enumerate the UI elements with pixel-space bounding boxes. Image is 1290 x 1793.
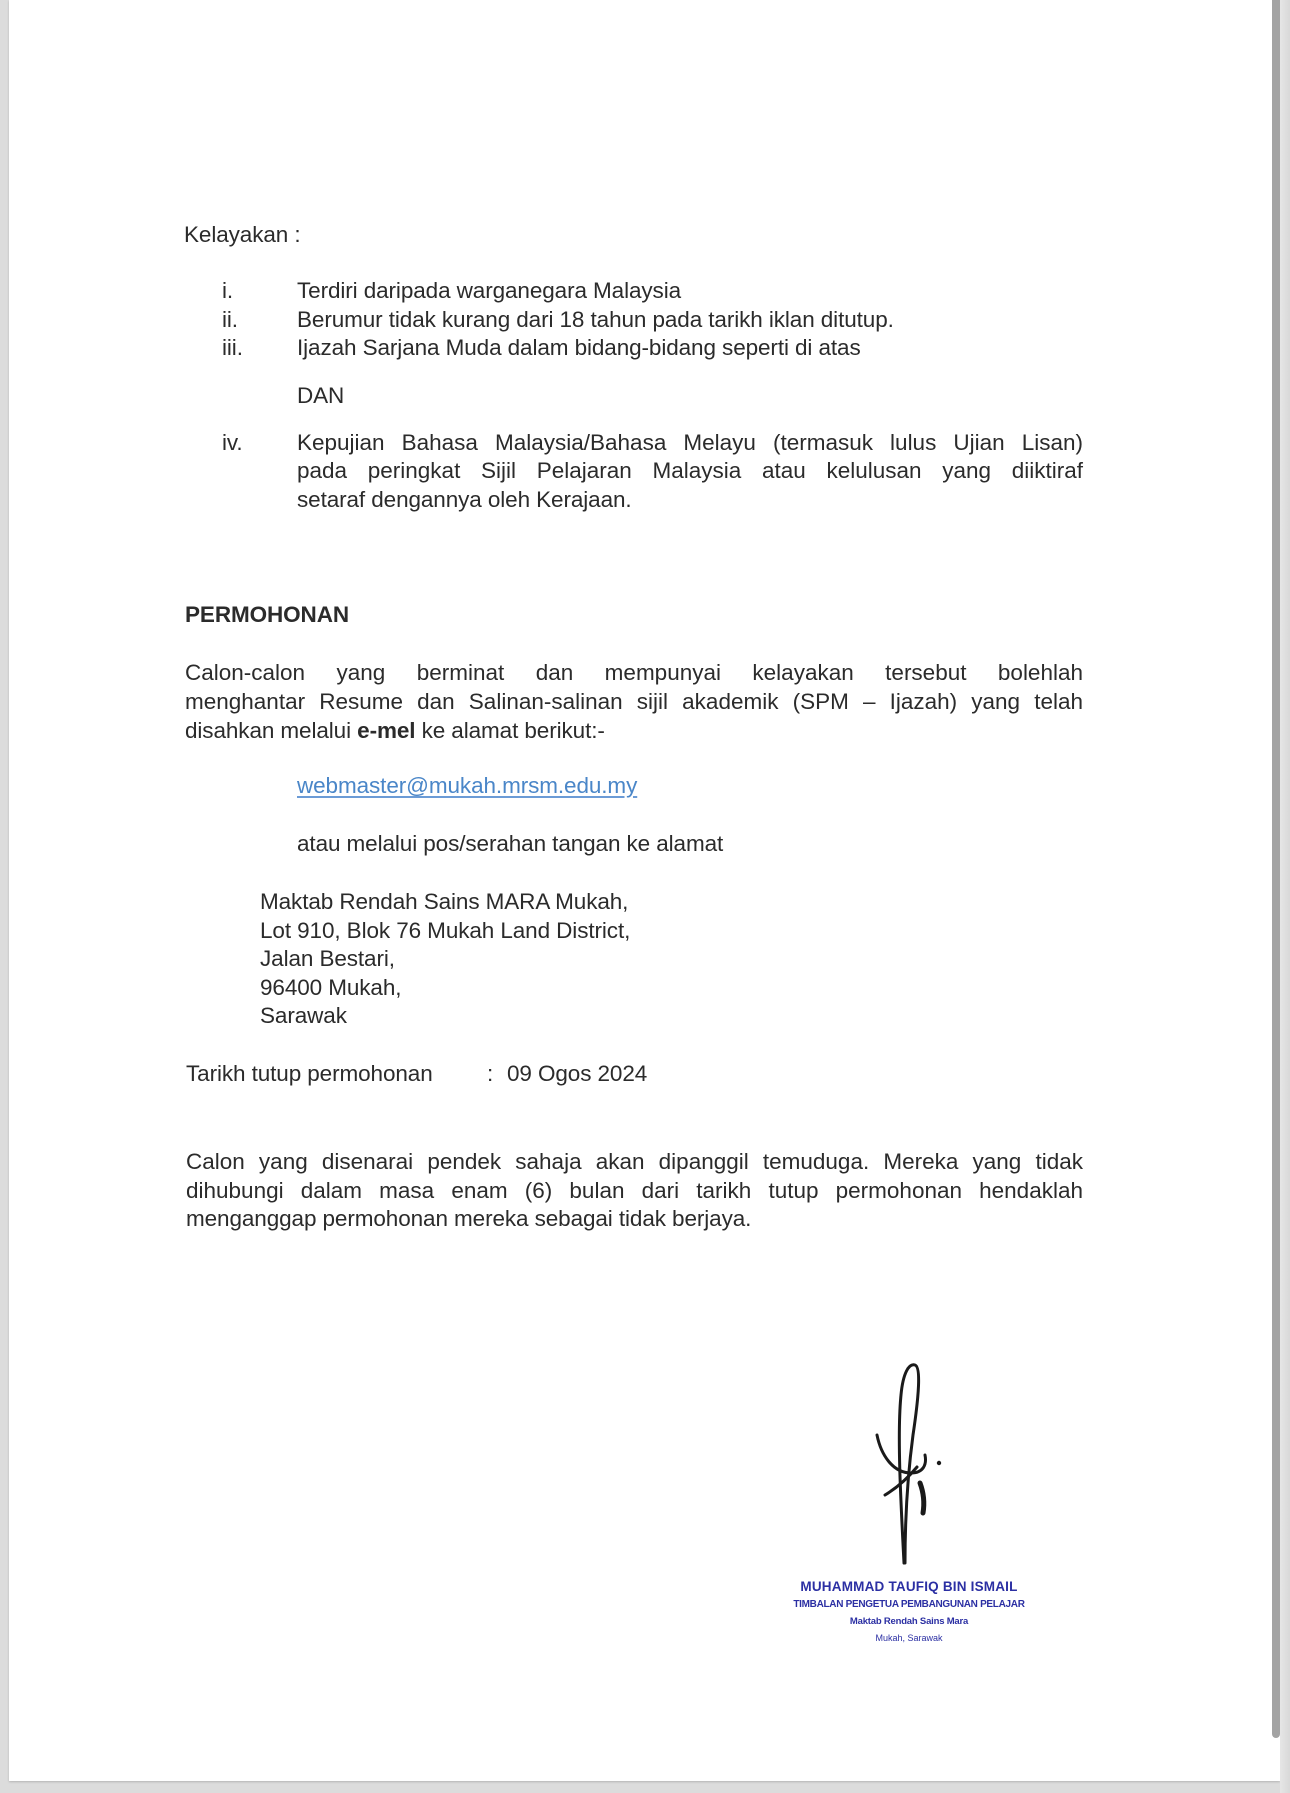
list-marker: i. [222, 278, 234, 303]
address-line: Sarawak [260, 1003, 347, 1028]
list-item: Terdiri daripada warganegara Malaysia [297, 278, 682, 303]
alt-method-text: atau melalui pos/serahan tangan ke alamat [297, 831, 724, 856]
address-line: Lot 910, Blok 76 Mukah Land District, [260, 918, 631, 943]
list-item-line: Kepujian Bahasa Malaysia/Bahasa Melayu (termasuk lulus Ujian Lisan) [297, 430, 1083, 455]
paragraph-text: disahkan melalui [185, 718, 358, 743]
paragraph-text: ke alamat berikut:- [415, 718, 605, 743]
list-item-line: setaraf dengannya oleh Kerajaan. [297, 487, 632, 512]
notice-line: Calon yang disenarai pendek sahaja akan dipanggil temuduga. Mereka yang tidak [186, 1149, 1083, 1174]
signatory-location: Mukah, Sarawak [875, 1633, 943, 1643]
application-heading: PERMOHONAN [185, 602, 350, 627]
qualifications-heading: Kelayakan : [184, 222, 301, 247]
address-line: Maktab Rendah Sains MARA Mukah, [260, 889, 629, 914]
application-paragraph-line: Calon-calon yang berminat dan mempunyai kelayakan tersebut bolehlah [185, 660, 1083, 685]
email-link[interactable]: webmaster@mukah.mrsm.edu.my [297, 773, 638, 798]
conjunction-text: DAN [297, 383, 345, 408]
closing-date-label: Tarikh tutup permohonan [186, 1061, 433, 1086]
document-page [9, 0, 1280, 1781]
list-item-line: pada peringkat Sijil Pelajaran Malaysia atau kelulusan yang diiktiraf [297, 458, 1083, 483]
signatory-name: MUHAMMAD TAUFIQ BIN ISMAIL [800, 1579, 1018, 1594]
list-marker: iv. [222, 430, 243, 455]
address-line: 96400 Mukah, [260, 975, 402, 1000]
notice-line: menganggap permohonan mereka sebagai tidak berjaya. [186, 1206, 752, 1231]
signatory-position: TIMBALAN PENGETUA PEMBANGUNAN PELAJAR [793, 1599, 1025, 1610]
scrollbar-track[interactable] [1280, 0, 1290, 1793]
closing-date-separator: : [487, 1061, 494, 1086]
list-item: Berumur tidak kurang dari 18 tahun pada tarikh iklan ditutup. [297, 307, 894, 332]
signature-image [867, 1355, 957, 1570]
application-paragraph-line [185, 716, 605, 745]
application-paragraph-line: menghantar Resume dan Salinan-salinan sijil akademik (SPM – Ijazah) yang telah [185, 689, 1083, 714]
closing-date-value: 09 Ogos 2024 [507, 1061, 648, 1086]
email-keyword: e-mel [357, 718, 416, 743]
list-item: Ijazah Sarjana Muda dalam bidang-bidang seperti di atas [297, 335, 861, 360]
scrollbar-thumb[interactable] [1272, 0, 1280, 1738]
address-line: Jalan Bestari, [260, 946, 395, 971]
list-marker: ii. [222, 307, 238, 332]
list-marker: iii. [222, 335, 243, 360]
notice-line: dihubungi dalam masa enam (6) bulan dari tarikh tutup permohonan hendaklah [186, 1178, 1083, 1203]
signatory-institution: Maktab Rendah Sains Mara [849, 1616, 969, 1627]
